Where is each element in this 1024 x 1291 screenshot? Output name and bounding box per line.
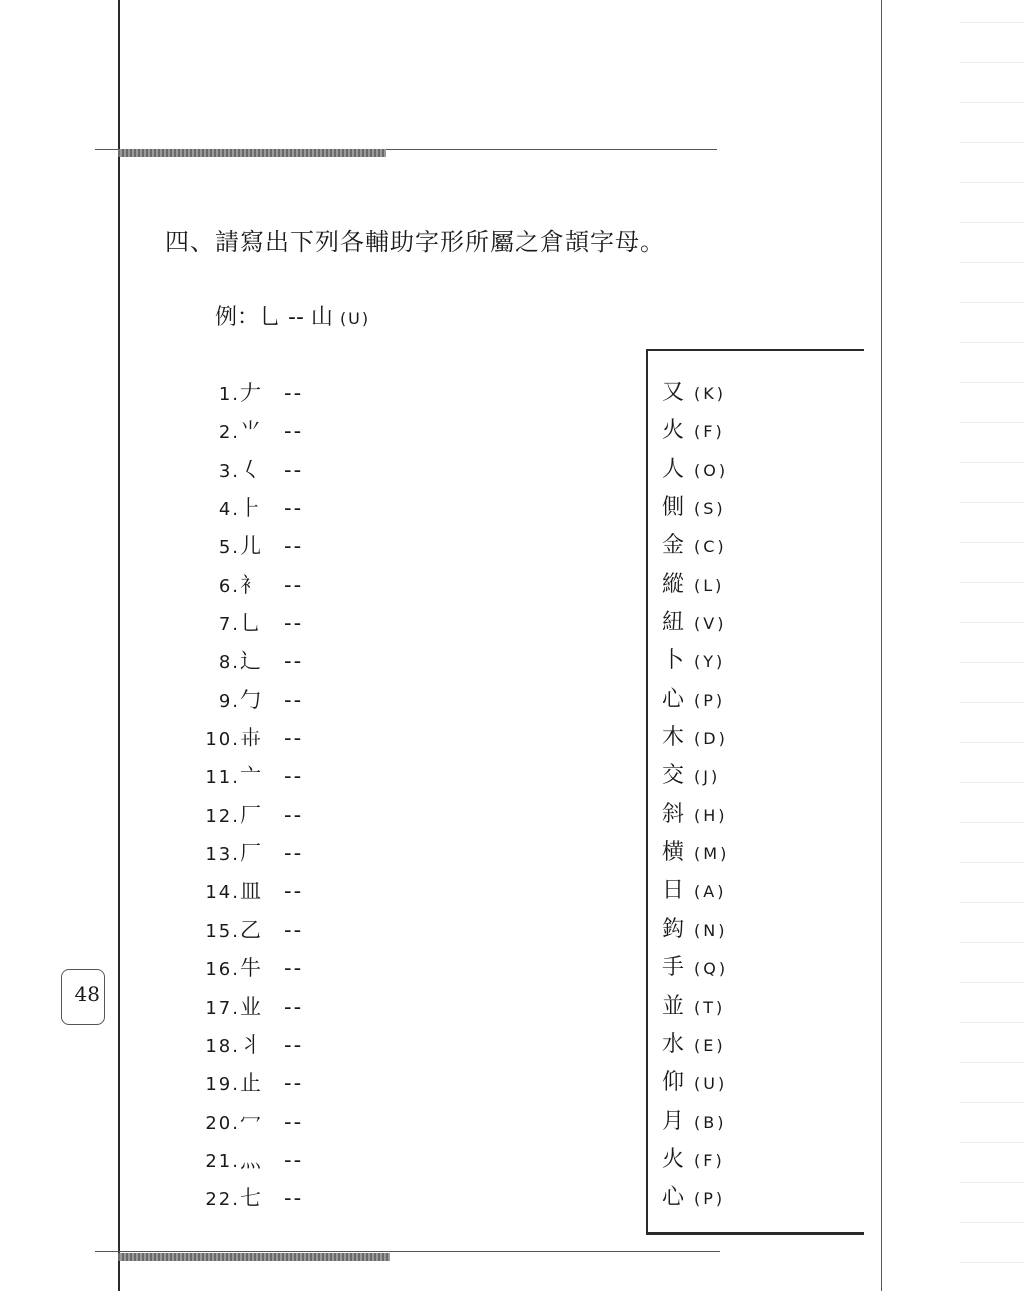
cangjie-code: (Y)	[694, 652, 726, 672]
cangjie-code: (P)	[694, 690, 726, 710]
question-item	[200, 1026, 303, 1064]
question-number: 22.	[205, 1189, 240, 1211]
auxiliary-shape: 牛	[240, 956, 261, 981]
auxiliary-shape: ⺌	[240, 419, 261, 444]
question-number: 3.	[218, 460, 240, 482]
cangjie-code: (A)	[694, 882, 727, 902]
auxiliary-shape: 丬	[240, 1032, 261, 1057]
answer-dash: --	[284, 611, 304, 636]
answer-dash: --	[284, 457, 304, 482]
question-item	[200, 1103, 303, 1141]
answer-item	[662, 642, 729, 680]
answer-dash: --	[284, 802, 304, 827]
question-number: 8.	[218, 652, 240, 674]
auxiliary-shape: 厂	[240, 802, 261, 827]
answer-item	[662, 1026, 729, 1064]
question-item	[200, 796, 303, 834]
auxiliary-shape: 𡿨	[240, 457, 261, 482]
question-number: 17.	[205, 997, 240, 1019]
question-number: 6.	[218, 575, 240, 597]
cangjie-code: (F)	[694, 1150, 725, 1170]
answer-dash: --	[284, 841, 304, 866]
question-item	[200, 412, 303, 450]
question-number: 18.	[205, 1035, 240, 1057]
scan-edge	[960, 0, 1024, 1291]
bottom-rule	[95, 1251, 720, 1252]
auxiliary-shape: 乚	[240, 611, 261, 636]
cangjie-root: 心	[662, 686, 685, 712]
cangjie-root: 火	[662, 418, 685, 444]
section-heading: 四、請寫出下列各輔助字形所屬之倉頡字母。	[165, 228, 665, 256]
cangjie-code: (M)	[694, 844, 730, 864]
example-line	[215, 300, 370, 331]
question-number: 11.	[205, 767, 240, 789]
question-number: 4.	[218, 499, 240, 521]
auxiliary-shape: 衤	[240, 572, 261, 597]
answer-dash: --	[284, 419, 304, 444]
answer-dash: --	[284, 1032, 304, 1057]
answer-dash: --	[284, 726, 304, 751]
question-item	[200, 642, 303, 680]
answer-dash: --	[284, 764, 304, 789]
auxiliary-shape: 𠦃	[240, 726, 261, 751]
answer-dash: --	[284, 381, 304, 405]
cangjie-root: 紐	[662, 610, 685, 636]
question-item	[200, 374, 303, 412]
answer-item	[662, 834, 729, 872]
answer-item	[662, 1141, 729, 1179]
cangjie-code: (V)	[694, 614, 727, 634]
cangjie-root: 並	[662, 993, 685, 1019]
cangjie-code: (P)	[694, 1189, 726, 1209]
answer-item	[662, 796, 729, 834]
answer-item	[662, 988, 729, 1026]
cangjie-root: 斜	[662, 801, 685, 827]
answer-dash: --	[284, 496, 304, 521]
answer-item	[662, 681, 729, 719]
answer-dash: --	[284, 994, 304, 1019]
cangjie-root: 交	[662, 763, 685, 789]
cangjie-root: 手	[662, 955, 685, 981]
cangjie-root: 卜	[662, 648, 685, 674]
question-item	[200, 489, 303, 527]
auxiliary-shape: 业	[240, 994, 261, 1019]
cangjie-code: (J)	[694, 767, 721, 787]
right-margin-line	[881, 0, 882, 1291]
question-list	[200, 374, 303, 1218]
answer-item	[662, 566, 729, 604]
question-number: 5.	[218, 537, 240, 559]
question-number: 7.	[218, 614, 240, 636]
auxiliary-shape: 止	[240, 1071, 261, 1096]
answer-item	[662, 757, 729, 795]
question-number: 20.	[205, 1112, 240, 1134]
question-item	[200, 681, 303, 719]
top-decorative-bar	[118, 149, 386, 157]
answer-item	[662, 374, 729, 412]
question-number: 14.	[205, 882, 240, 904]
cangjie-code: (T)	[694, 997, 726, 1017]
question-number: 19.	[205, 1074, 240, 1096]
question-number: 21.	[205, 1150, 240, 1172]
cangjie-root: 仰	[662, 1070, 685, 1096]
answer-dash: --	[284, 1186, 304, 1211]
answer-item	[662, 604, 729, 642]
question-item	[200, 451, 303, 489]
answer-item	[662, 911, 729, 949]
question-item	[200, 1179, 303, 1217]
cangjie-code: (L)	[694, 575, 725, 595]
answer-item	[662, 949, 729, 987]
answer-item	[662, 527, 729, 565]
cangjie-root: 日	[662, 878, 685, 904]
answer-dash: --	[284, 1109, 304, 1134]
cangjie-root: 縱	[662, 571, 685, 597]
question-item	[200, 527, 303, 565]
question-item	[200, 872, 303, 910]
example-label: 例：	[215, 305, 260, 330]
cangjie-code: (C)	[694, 537, 727, 557]
cangjie-code: (K)	[694, 384, 726, 403]
question-item	[200, 988, 303, 1026]
question-number: 12.	[205, 805, 240, 827]
question-item	[200, 566, 303, 604]
cangjie-code: (D)	[694, 729, 728, 749]
auxiliary-shape: 冖	[240, 1109, 261, 1134]
example-dash: --	[288, 305, 304, 330]
cangjie-root: 側	[662, 495, 685, 521]
answer-item	[662, 1103, 729, 1141]
question-number: 2.	[218, 422, 240, 444]
cangjie-code: (F)	[694, 422, 725, 442]
auxiliary-shape: 儿	[240, 534, 261, 559]
cangjie-root: 水	[662, 1031, 685, 1057]
cangjie-code: (S)	[694, 499, 726, 519]
answer-dash: --	[284, 534, 304, 559]
question-item	[200, 949, 303, 987]
question-item	[200, 719, 303, 757]
question-number: 1.	[218, 384, 240, 405]
answer-dash: --	[284, 572, 304, 597]
auxiliary-shape: ⻌	[240, 649, 261, 674]
bottom-decorative-bar	[118, 1253, 390, 1261]
answer-item	[662, 719, 729, 757]
auxiliary-shape: ⺊	[240, 496, 261, 521]
answer-item	[662, 1064, 729, 1102]
cangjie-code: (N)	[694, 920, 728, 940]
auxiliary-shape: 亠	[240, 764, 261, 789]
page-number: 48	[61, 969, 105, 1025]
cangjie-root: 金	[662, 533, 685, 559]
auxiliary-shape: 七	[240, 1186, 261, 1211]
answer-item	[662, 872, 729, 910]
auxiliary-shape: 𠂇	[240, 381, 261, 405]
answer-dash: --	[284, 1147, 304, 1172]
answer-item	[662, 451, 729, 489]
question-number: 13.	[205, 844, 240, 866]
cangjie-root: 横	[662, 840, 685, 866]
auxiliary-shape: 皿	[240, 879, 261, 904]
example-part: 乚	[259, 305, 282, 330]
answer-dash: --	[284, 649, 304, 674]
auxiliary-shape: 厂	[240, 841, 261, 866]
answer-item	[662, 1179, 729, 1217]
answer-dash: --	[284, 917, 304, 942]
cangjie-root: 人	[662, 456, 685, 482]
answer-item	[662, 412, 729, 450]
answer-dash: --	[284, 956, 304, 981]
cangjie-code: (H)	[694, 805, 728, 825]
cangjie-root: 又	[662, 380, 685, 405]
cangjie-root: 心	[662, 1185, 685, 1211]
answer-dash: --	[284, 879, 304, 904]
question-item	[200, 604, 303, 642]
auxiliary-shape: 乙	[240, 917, 261, 942]
answer-dash: --	[284, 1071, 304, 1096]
answer-item	[662, 489, 729, 527]
cangjie-root: 火	[662, 1146, 685, 1172]
auxiliary-shape: 灬	[240, 1147, 261, 1172]
question-number: 16.	[205, 959, 240, 981]
cangjie-root: 月	[662, 1108, 685, 1134]
cangjie-code: (U)	[694, 1074, 728, 1094]
cangjie-code: (B)	[694, 1112, 727, 1132]
cangjie-code: (O)	[694, 460, 729, 480]
question-item	[200, 911, 303, 949]
question-item	[200, 1141, 303, 1179]
answer-list	[662, 374, 729, 1218]
cangjie-code: (Q)	[694, 959, 729, 979]
question-item	[200, 757, 303, 795]
example-code: (U)	[339, 309, 371, 328]
cangjie-root: 鈎	[662, 916, 685, 942]
auxiliary-shape: 勹	[240, 687, 261, 712]
cangjie-code: (E)	[694, 1035, 726, 1055]
question-number: 9.	[218, 690, 240, 712]
answer-dash: --	[284, 687, 304, 712]
question-number: 15.	[205, 920, 240, 942]
question-number: 10.	[205, 729, 240, 751]
left-margin-line	[118, 0, 120, 1291]
question-item	[200, 834, 303, 872]
example-root: 山	[310, 305, 333, 330]
cangjie-root: 木	[662, 725, 685, 751]
question-item	[200, 1064, 303, 1102]
